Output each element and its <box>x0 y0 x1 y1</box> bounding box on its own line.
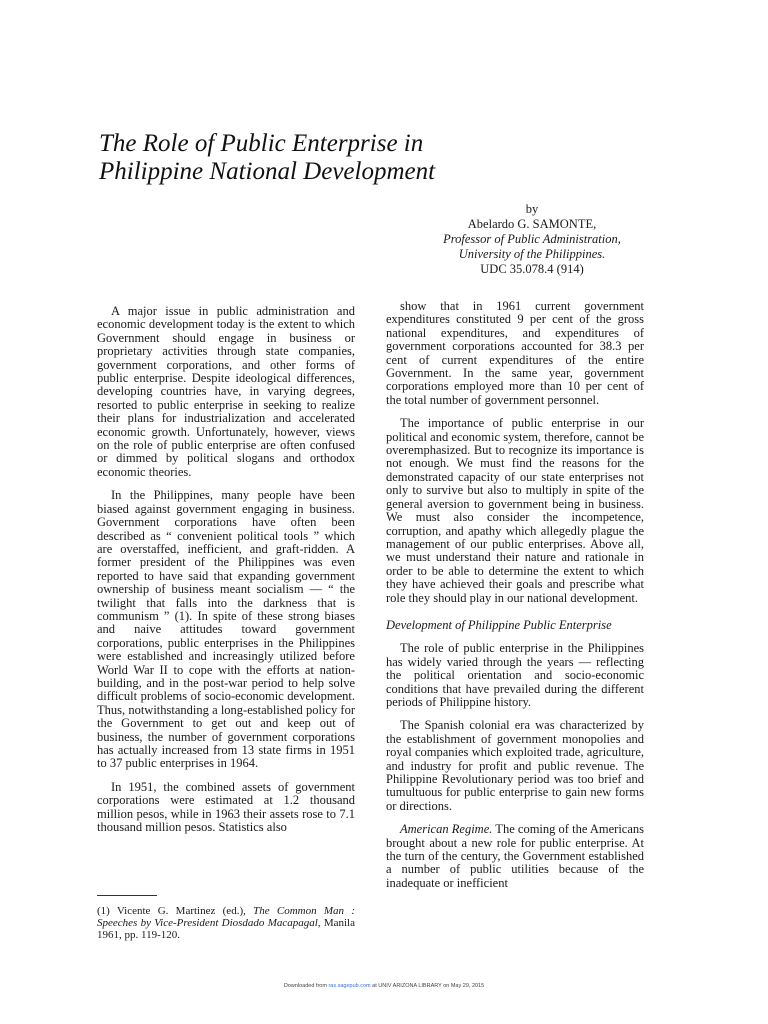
author-byline <box>404 202 660 277</box>
section-heading: Development of Philippine Public Enterprise <box>386 617 612 632</box>
paragraph: The importance of public enterprise in our political and economic system, therefore, cannot be overemphasized. But to recognize its importance is not enough. We must find the reasons for the demonstrated capacity of our state enterprises not only to survive but also to multiply in spite of the general aversion to government being in business. We must also consider the incompetence, corruption, and apathy which allegedly plague the management of our public enterprises. Above all, we must understand their nature and rationale in order to be able to determine the extent to which they have achieved their goals and prescribe what role they should play in our national development. <box>386 416 644 605</box>
author-institution: University of the Philippines. <box>458 247 606 261</box>
right-column <box>386 300 644 900</box>
author-name: Abelardo G. SAMONTE, <box>467 217 597 231</box>
footnote-suffix: Manila 1961, pp. 119-120. <box>97 917 355 941</box>
paragraph: In the Philippines, many people have been biased against government engaging in business. Government corporations have often been described as “ convenient political tools ” which are overstaffed, inefficient, and graft-ridden. A former president of the Philippines was even reported to have said that expanding government ownership of business meant socialism — “ the twilight that falls into the darkness that is communism ” (1). In spite of these strong biases and naive attitudes toward government corporations, public enterprises in the Philippines were established and increasingly utilized before World War II to cope with the efforts at nation-building, and in the post-war period to help solve difficult problems of socio-economic development. Thus, notwithstanding a long-established policy for the Government to get out and keep out of business, the number of government corporations has actually increased from 13 state firms in 1951 to 37 public enterprises in 1964. <box>97 488 355 771</box>
download-suffix: at UNIV ARIZONA LIBRARY on May 29, 2015 <box>370 983 485 989</box>
paragraph <box>386 823 644 890</box>
footnote <box>97 905 355 941</box>
paragraph: A major issue in public administration and economic development today is the extent to which Government should engage in business or proprietary activities through state companies, government corporations, and other forms of public enterprise. Despite ideological differences, developing countries have, in varying degrees, resorted to public enterprise in seeking to realize their plans for industrialization and accelerated economic growth. Unfortunately, however, views on the role of public enterprise are often confused or dimmed by political slogans and orthodox economic theories. <box>97 304 355 479</box>
udc-code: UDC 35.078.4 (914) <box>480 262 584 276</box>
download-site-link[interactable]: ras.sagepub.com <box>328 983 371 989</box>
download-notice <box>0 983 768 989</box>
paragraph: The Spanish colonial era was characterized by the establishment of government monopolies and royal companies which exploited trade, agriculture, and industry for profit and public revenue. The Philippine Revolutionary period was too brief and tumultuous for public enterprise to gain new forms or directions. <box>386 718 644 813</box>
footnote-italic: The Common Man : Speeches by Vice-President Diosdado Macapagal, <box>97 905 355 929</box>
left-column <box>97 305 355 844</box>
footnote-prefix: (1) Vicente G. Martinez (ed.), <box>97 905 254 917</box>
title-line-2: Philippine National Development <box>99 158 436 185</box>
title-line-1: The Role of Public Enterprise in <box>99 130 424 157</box>
subsection-lead: American Regime. <box>400 822 493 837</box>
paragraph-text: The coming of the Americans brought about a new role for public enterprise. At the turn of the century, the Government established a number of public utilities because of the inadequate or inefficient <box>386 822 645 890</box>
author-position: Professor of Public Administration, <box>443 232 621 246</box>
byline-by: by <box>525 202 539 216</box>
paragraph: The role of public enterprise in the Philippines has widely varied through the years — reflecting the political orientation and socio-economic conditions that have prevailed during the different periods of Philippine history. <box>386 641 644 709</box>
paragraph: show that in 1961 current government expenditures constituted 9 per cent of the gross national expenditures, and expenditures of government corporations accounted for 38.3 per cent of current expenditures of the entire Government. In the same year, government corporations employed more than 10 per cent of the total number of government personnel. <box>386 299 644 407</box>
download-prefix: Downloaded from <box>283 983 329 989</box>
article-title <box>99 130 435 186</box>
paragraph: In 1951, the combined assets of government corporations were estimated at 1.2 thousand million pesos, while in 1963 their assets rose to 7.1 thousand million pesos. Statistics also <box>97 779 355 835</box>
footnote-rule <box>97 895 157 896</box>
